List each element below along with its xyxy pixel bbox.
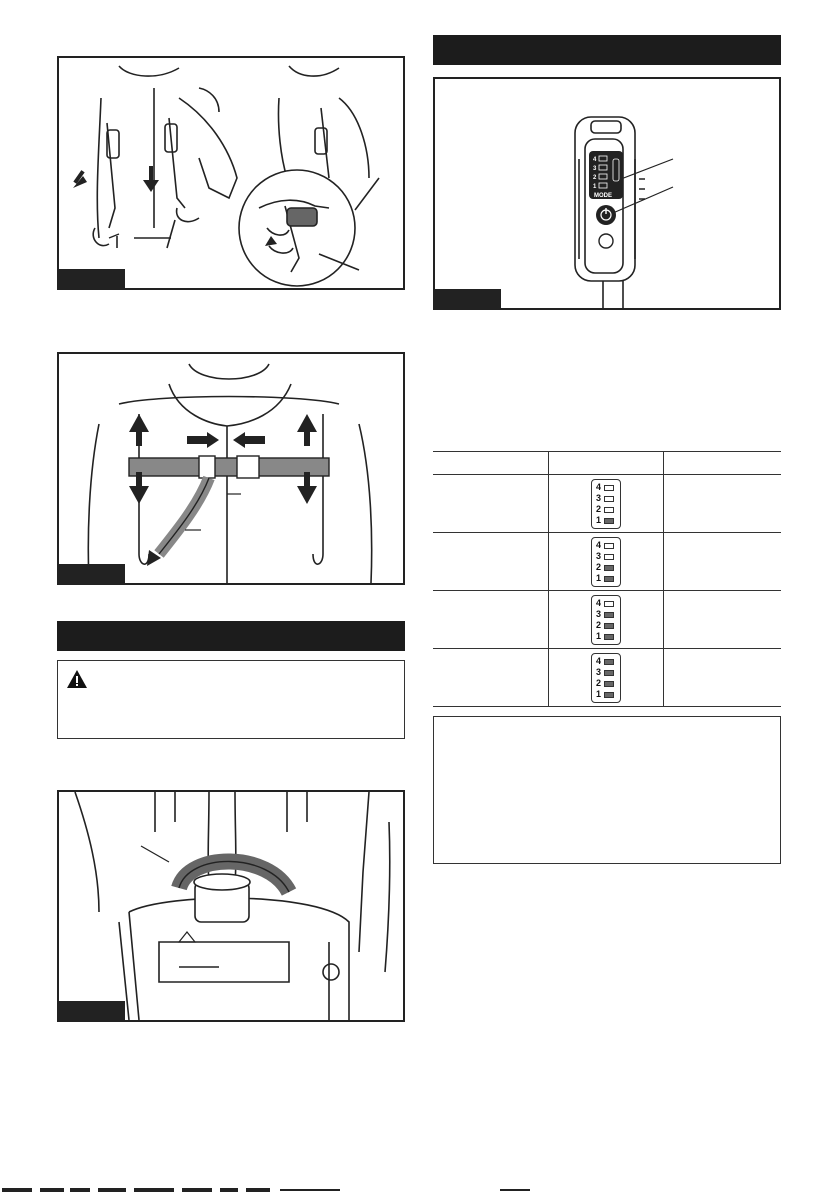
led-level-number: 2 xyxy=(596,561,602,572)
table-cell xyxy=(663,649,781,707)
figure-tab xyxy=(59,1001,125,1020)
led-level-number: 3 xyxy=(596,492,602,503)
table-cell xyxy=(663,591,781,649)
led-lamp xyxy=(604,543,614,549)
table-cell xyxy=(433,475,549,533)
led-row xyxy=(596,619,616,631)
led-level-number: 2 xyxy=(596,677,602,688)
figure-tab xyxy=(59,564,125,583)
table-cell xyxy=(549,533,663,591)
led-gauge xyxy=(591,537,621,587)
table-row xyxy=(433,591,781,649)
led-lamp xyxy=(604,612,614,618)
led-row xyxy=(596,503,616,515)
led-level-number: 4 xyxy=(596,481,602,492)
level-3-text: 3 xyxy=(593,166,597,172)
level-4-text: 4 xyxy=(593,157,597,163)
section-heading-bar xyxy=(57,621,405,651)
led-lamp xyxy=(604,507,614,513)
led-level-number: 1 xyxy=(596,572,602,583)
table-cell xyxy=(549,649,663,707)
figure-tab xyxy=(435,289,501,308)
table-cell xyxy=(663,475,781,533)
mode-button-text[interactable]: MODE xyxy=(594,193,612,199)
led-lamp xyxy=(604,601,614,607)
switch-panel-illustration xyxy=(435,79,779,308)
led-row xyxy=(596,608,616,620)
led-lamp xyxy=(604,681,614,687)
led-level-number: 2 xyxy=(596,503,602,514)
table-cell xyxy=(433,591,549,649)
led-row xyxy=(596,688,616,700)
note-box xyxy=(433,716,781,864)
table-cell xyxy=(549,591,663,649)
led-row xyxy=(596,514,616,526)
hose-holder-illustration xyxy=(59,792,403,1020)
table-row xyxy=(433,475,781,533)
table-row xyxy=(433,649,781,707)
led-lamp xyxy=(604,692,614,698)
led-lamp xyxy=(604,623,614,629)
figure-switch-panel xyxy=(433,77,781,310)
led-level-number: 3 xyxy=(596,608,602,619)
led-lamp xyxy=(604,576,614,582)
led-lamp xyxy=(604,496,614,502)
table-header-cell xyxy=(549,452,663,475)
led-level-number: 2 xyxy=(596,619,602,630)
led-level-number: 1 xyxy=(596,688,602,699)
table-header-cell xyxy=(433,452,549,475)
led-row xyxy=(596,481,616,493)
table-cell xyxy=(663,533,781,591)
led-level-number: 4 xyxy=(596,539,602,550)
led-row xyxy=(596,561,616,573)
level-2-text: 2 xyxy=(593,175,597,181)
led-lamp xyxy=(604,670,614,676)
table-body xyxy=(433,475,781,707)
table-cell xyxy=(549,475,663,533)
led-level-number: 1 xyxy=(596,630,602,641)
led-row xyxy=(596,677,616,689)
shoulder-strap-illustration xyxy=(59,58,403,288)
led-level-number: 3 xyxy=(596,666,602,677)
led-level-number: 4 xyxy=(596,597,602,608)
led-level-number: 1 xyxy=(596,514,602,525)
table-cell xyxy=(433,533,549,591)
figure-hose-holder xyxy=(57,790,405,1022)
table-header-row xyxy=(433,452,781,475)
footer-crop-strip xyxy=(0,1184,840,1192)
led-level-number: 3 xyxy=(596,550,602,561)
chest-strap-illustration xyxy=(59,354,403,583)
led-gauge xyxy=(591,595,621,645)
led-row xyxy=(596,492,616,504)
warning-box xyxy=(57,660,405,739)
table-row xyxy=(433,533,781,591)
led-gauge xyxy=(591,653,621,703)
led-row xyxy=(596,666,616,678)
section-heading-bar xyxy=(433,35,781,65)
level-1-text: 1 xyxy=(593,184,597,190)
led-row xyxy=(596,572,616,584)
table-header-cell xyxy=(663,452,781,475)
figure-shoulder-strap-adjust xyxy=(57,56,405,290)
led-lamp xyxy=(604,518,614,524)
led-row xyxy=(596,597,616,609)
led-gauge xyxy=(591,479,621,529)
led-lamp xyxy=(604,554,614,560)
led-row xyxy=(596,655,616,667)
figure-tab xyxy=(59,269,125,288)
table-cell xyxy=(433,649,549,707)
led-row xyxy=(596,550,616,562)
led-row xyxy=(596,630,616,642)
led-lamp xyxy=(604,659,614,665)
led-lamp xyxy=(604,634,614,640)
led-lamp xyxy=(604,485,614,491)
warning-icon xyxy=(66,669,88,689)
led-level-number: 4 xyxy=(596,655,602,666)
figure-chest-strap xyxy=(57,352,405,585)
led-lamp xyxy=(604,565,614,571)
led-indicator-table xyxy=(433,451,781,707)
led-row xyxy=(596,539,616,551)
